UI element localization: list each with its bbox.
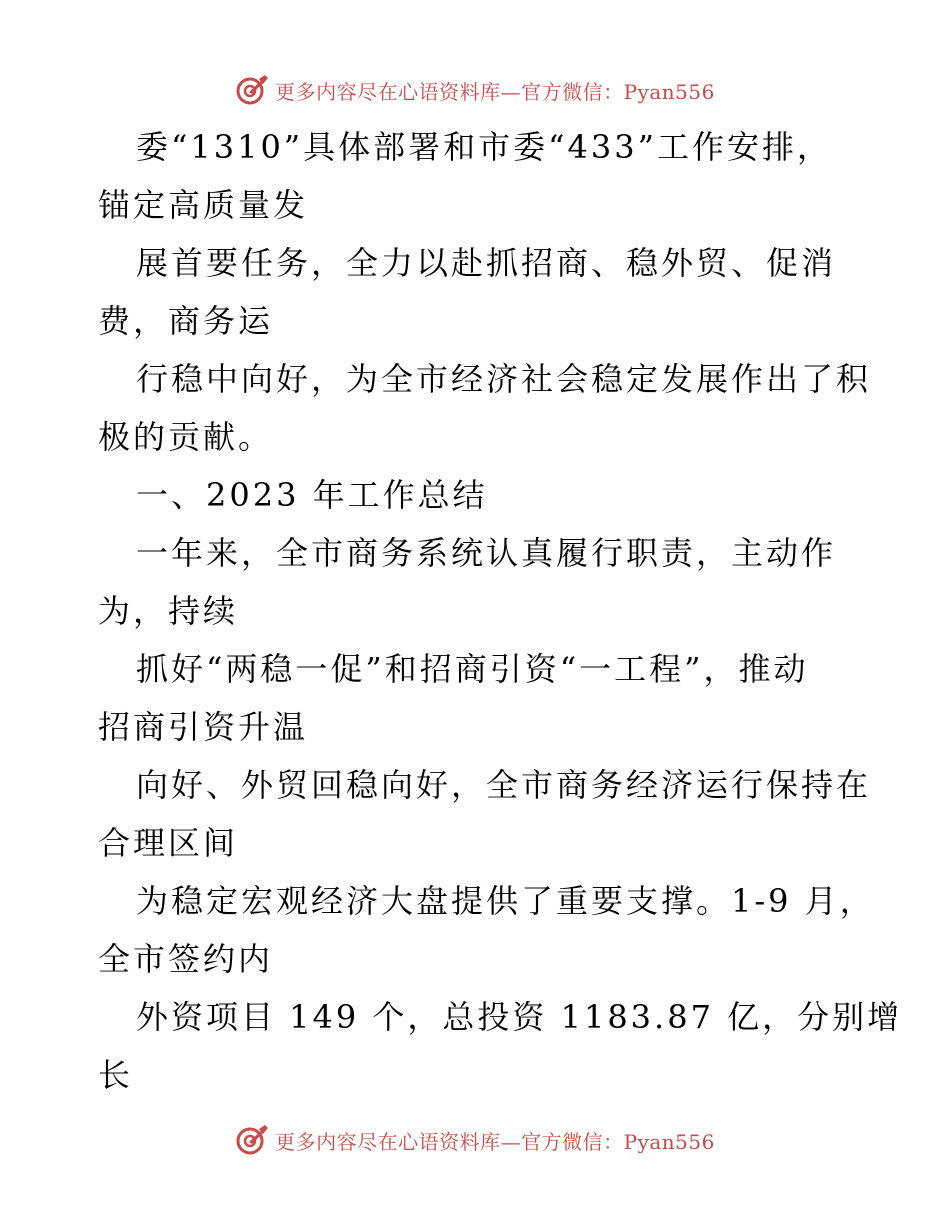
document-body xyxy=(98,118,903,1104)
body-line: 一年来，全市商务系统认真履行职责，主动作 xyxy=(136,534,837,572)
body-line: 外资项目 149 个，总投资 1183.87 亿，分别增 xyxy=(136,998,903,1036)
body-line: 抓好“两稳一促”和招商引资“一工程”，推动 xyxy=(136,650,809,688)
body-line: 为稳定宏观经济大盘提供了重要支撑。1-9 月， xyxy=(136,882,875,920)
body-line: 合理区间 xyxy=(98,824,239,862)
section-heading: 一、2023 年工作总结 xyxy=(136,476,488,514)
body-line: 锚定高质量发 xyxy=(98,186,309,224)
body-line: 为，持续 xyxy=(98,592,239,630)
footer-banner xyxy=(0,1120,950,1160)
body-line: 展首要任务，全力以赴抓招商、稳外贸、促消 xyxy=(136,244,837,282)
body-line: 向好、外贸回稳向好，全市商务经济运行保持在 xyxy=(136,766,872,804)
quill-seal-logo-icon xyxy=(235,73,269,107)
body-line: 长 xyxy=(98,1056,134,1094)
body-line: 全市签约内 xyxy=(98,940,274,978)
header-banner xyxy=(0,70,950,110)
body-line: 招商引资升温 xyxy=(98,708,309,746)
body-line: 委“1310”具体部署和市委“433”工作安排， xyxy=(136,128,832,166)
footer-banner-text: 更多内容尽在心语资料库—官方微信：Pyan556 xyxy=(275,1129,715,1154)
body-line: 费，商务运 xyxy=(98,302,274,340)
quill-seal-logo-icon xyxy=(235,1123,269,1157)
body-line: 行稳中向好，为全市经济社会稳定发展作出了积 xyxy=(136,360,872,398)
body-line: 极的贡献。 xyxy=(98,418,274,456)
header-banner-text: 更多内容尽在心语资料库—官方微信：Pyan556 xyxy=(275,79,715,104)
